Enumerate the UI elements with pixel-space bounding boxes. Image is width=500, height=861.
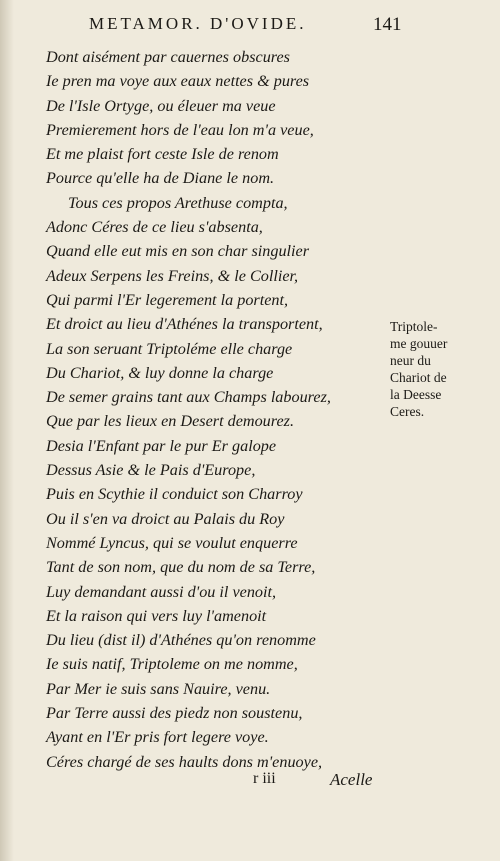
verse-line: Et la raison qui vers luy l'amenoit	[46, 606, 267, 625]
poem-text-block	[46, 45, 386, 774]
page-footer	[0, 770, 500, 794]
verse-line: La son seruant Triptoléme elle charge	[46, 339, 293, 358]
verse-line: Tant de son nom, que du nom de sa Terre,	[46, 558, 316, 577]
marginal-note	[390, 318, 490, 420]
verse-line: Et me plaist fort ceste Isle de renom	[46, 145, 279, 164]
verse-line: Adeux Serpens les Freins, & le Collier,	[46, 266, 299, 285]
verse-line: Que par les lieux en Desert demourez.	[46, 412, 294, 431]
verse-line: Tous ces propos Arethuse compta,	[68, 193, 288, 212]
verse-line: Et droict au lieu d'Athénes la transportent,	[46, 315, 323, 334]
marginal-note-line: la Deesse	[390, 387, 442, 402]
verse-line: Puis en Scythie il conduict son Charroy	[46, 485, 303, 504]
verse-line: Ie pren ma voye aux eaux nettes & pures	[46, 72, 310, 91]
verse-line: Dont aisément par cauernes obscures	[46, 48, 290, 66]
catchword: Acelle	[330, 770, 373, 789]
marginal-note-line: neur du	[390, 353, 431, 368]
verse-line: Premierement hors de l'eau lon m'a veue,	[46, 120, 314, 139]
verse-line: Du Chariot, & luy donne la charge	[46, 363, 274, 382]
verse-line: Ayant en l'Er pris fort legere voye.	[46, 728, 269, 747]
marginal-note-line: Triptole-	[390, 319, 438, 334]
marginal-note-line: Ceres.	[390, 404, 425, 419]
verse-line: Pource qu'elle ha de Diane le nom.	[46, 169, 275, 188]
marginal-note-line: me gouuer	[390, 336, 448, 351]
verse-line: Ie suis natif, Triptoleme on me nomme,	[46, 655, 298, 674]
verse-line: Par Terre aussi des piedz non soustenu,	[46, 704, 303, 723]
verse-line: Céres chargé de ses haults dons m'enuoye,	[46, 752, 323, 771]
verse-line: Nommé Lyncus, qui se voulut enquerre	[46, 533, 298, 552]
verse-line: Du lieu (dist il) d'Athénes qu'on renomme	[46, 631, 316, 650]
page-gutter-shadow	[0, 0, 14, 861]
verse-line: Desia l'Enfant par le pur Er galope	[46, 436, 277, 455]
verse-line: De semer grains tant aux Champs labourez,	[46, 388, 331, 407]
running-title: METAMOR. D'OVIDE.	[89, 14, 307, 33]
verse-line: Dessus Asie & le Pais d'Europe,	[46, 461, 256, 480]
verse-line: De l'Isle Ortyge, ou éleuer ma veue	[46, 96, 276, 115]
verse-line: Luy demandant aussi d'ou il venoit,	[46, 582, 277, 601]
signature-mark: r iii	[253, 770, 276, 787]
marginal-note-line: Chariot de	[390, 370, 447, 385]
verse-line: Qui parmi l'Er legerement la portent,	[46, 290, 289, 309]
verse-line: Quand elle eut mis en son char singulier	[46, 242, 310, 261]
page-number: 141	[373, 14, 402, 35]
verse-line: Adonc Céres de ce lieu s'absenta,	[46, 218, 263, 237]
verse-line: Par Mer ie suis sans Nauire, venu.	[46, 679, 271, 698]
verse-line: Ou il s'en va droict au Palais du Roy	[46, 509, 285, 528]
